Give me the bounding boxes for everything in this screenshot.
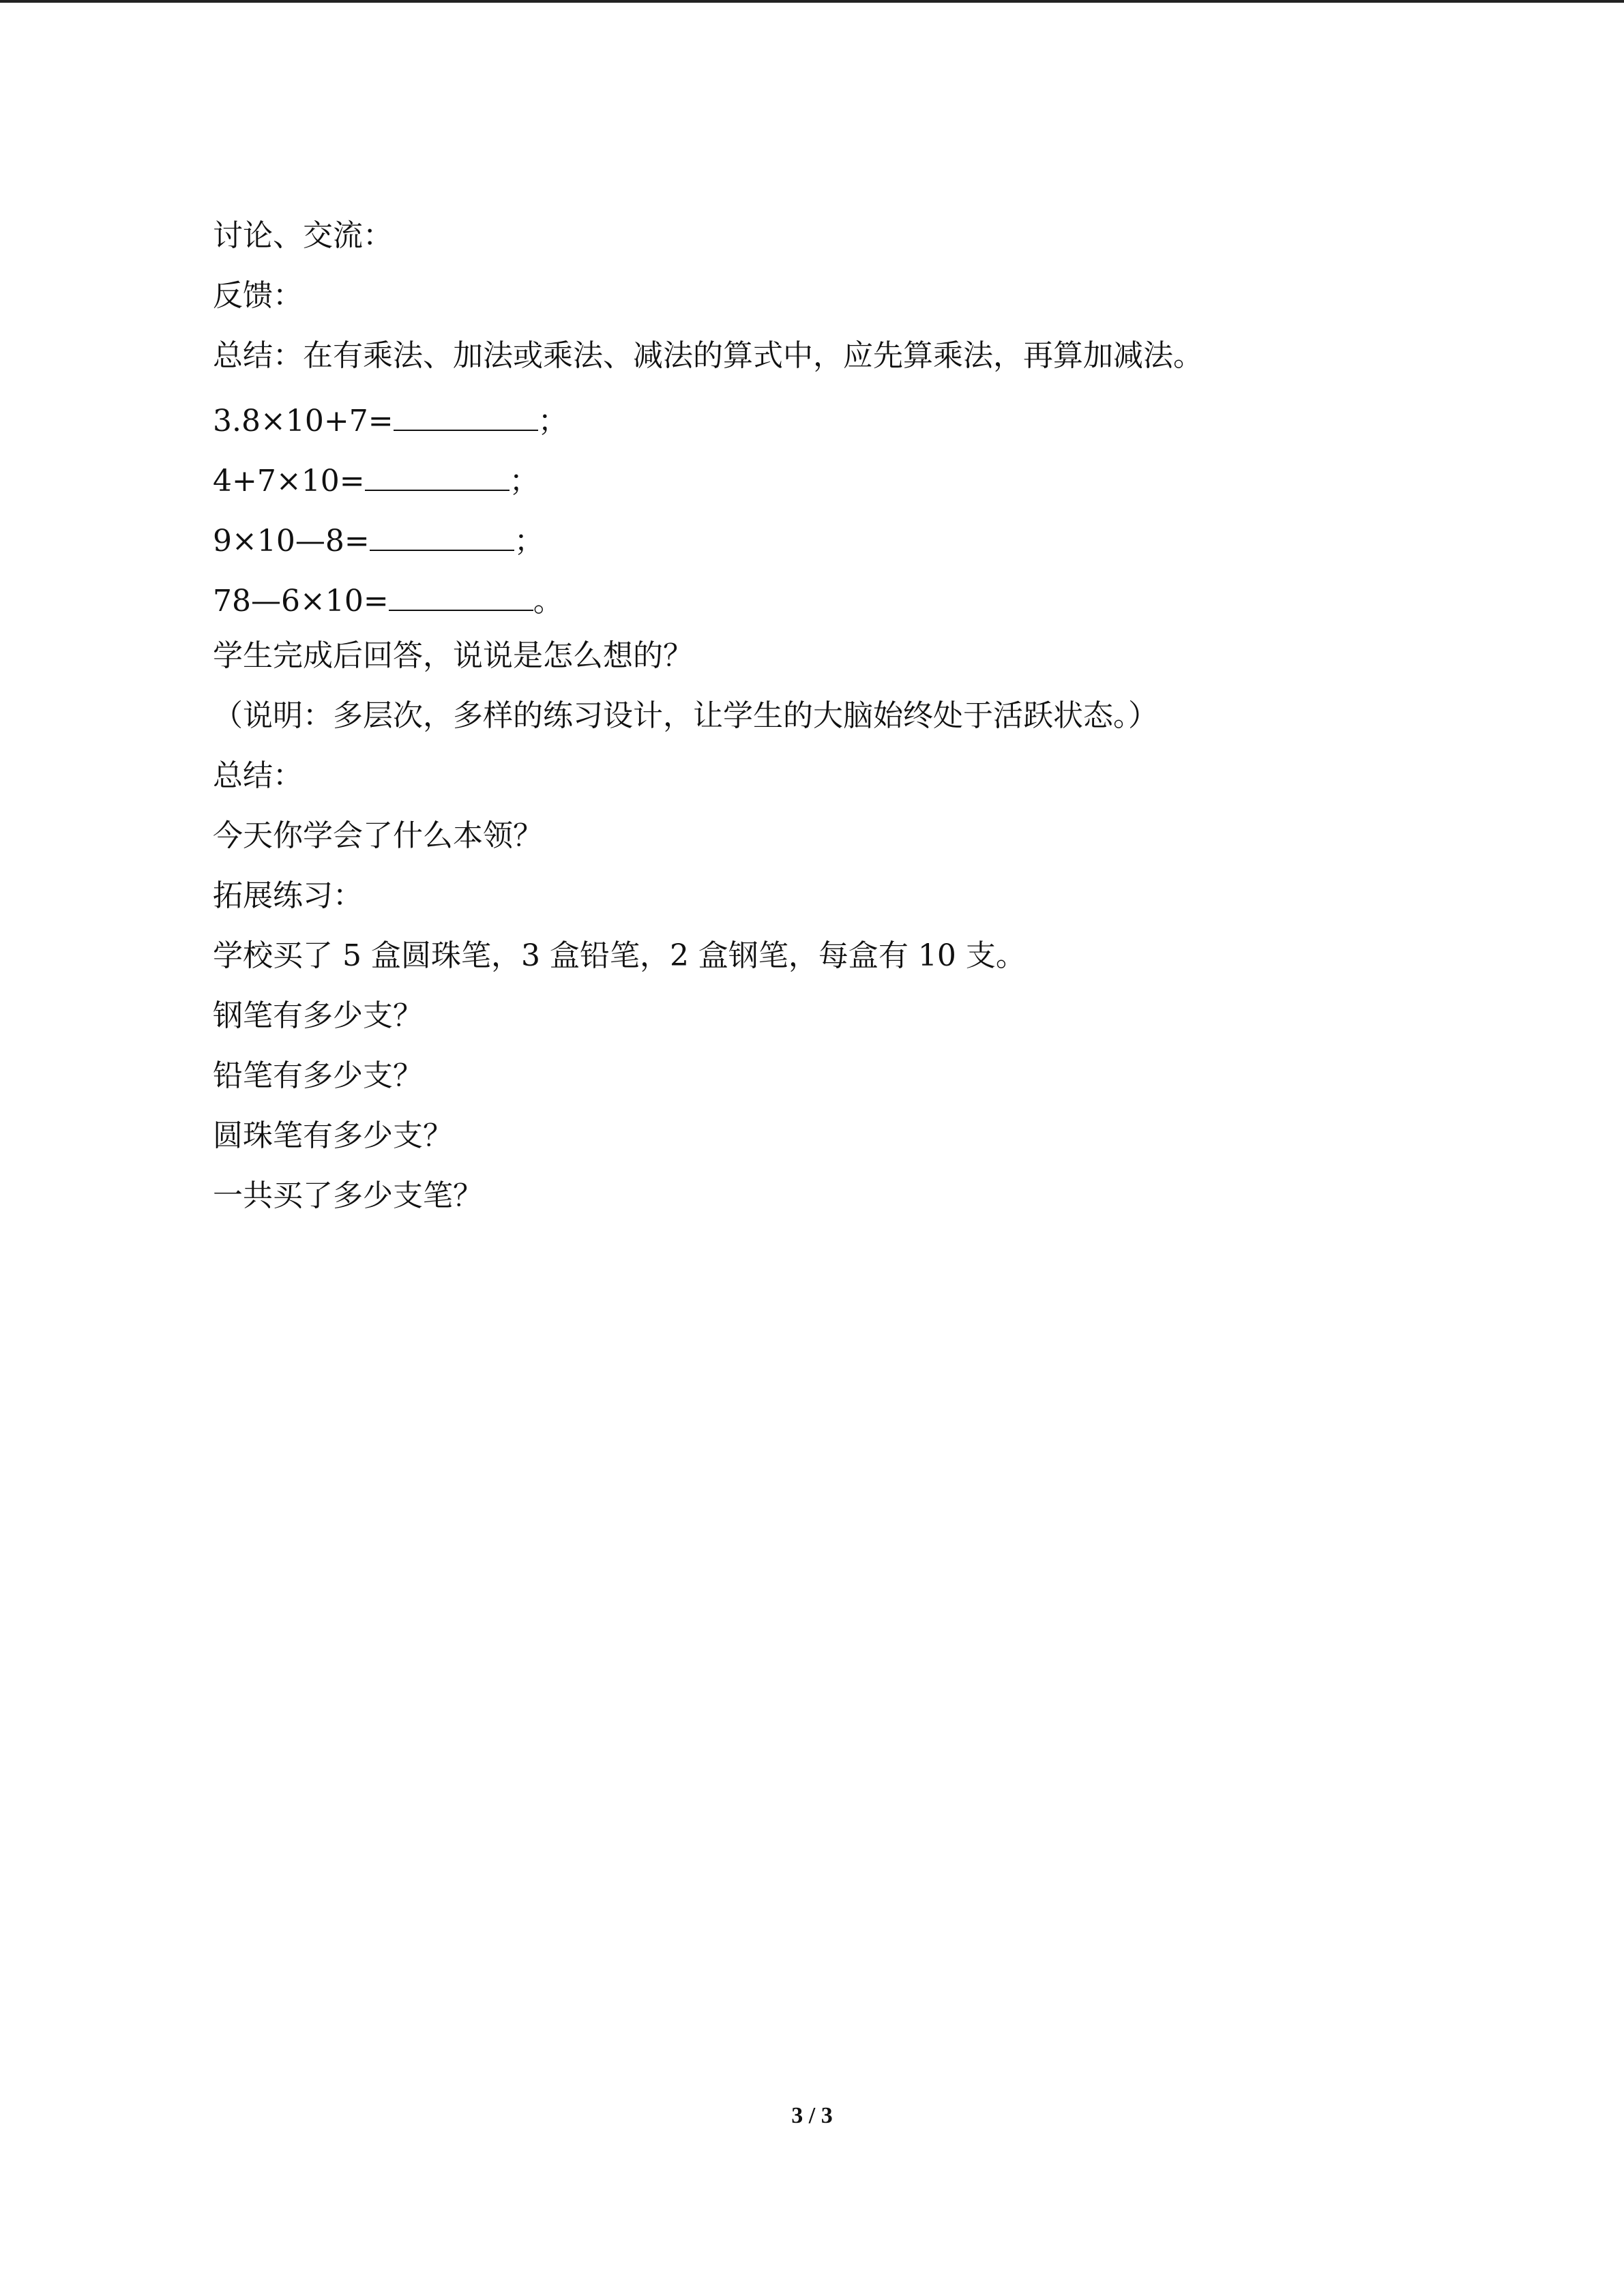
exercise-1-answer-blank [394, 393, 538, 431]
summary-question: 今天你学会了什么本领？ [213, 818, 543, 853]
exercise-3-answer-blank [370, 513, 514, 551]
exercise-1-punctuation: ； [537, 404, 568, 438]
exercise-2-punctuation: ； [509, 464, 540, 498]
discussion-heading: 讨论、交流： [213, 218, 393, 253]
exercise-4 [213, 573, 1441, 633]
document-body [213, 213, 1441, 1233]
exercise-2-expression: 4+7×10= [213, 464, 365, 498]
exercise-3 [213, 513, 1441, 573]
exercise-4-punctuation: 。 [533, 584, 563, 618]
question-ballpoint-pens: 圆珠笔有多少支？ [213, 1118, 453, 1153]
page-number: 3 / 3 [791, 2103, 833, 2128]
exercise-1-expression: 3.8×10+7= [213, 404, 394, 438]
extension-heading: 拓展练习： [213, 878, 363, 913]
exercise-1 [213, 393, 1441, 453]
student-answer-prompt: 学生完成后回答，说说是怎么想的？ [213, 638, 693, 673]
exercise-2-answer-blank [365, 453, 510, 491]
summary-heading: 总结： [213, 758, 303, 793]
feedback-heading: 反馈： [213, 278, 303, 313]
rule-summary: 总结：在有乘法、加法或乘法、减法的算式中，应先算乘法，再算加减法。 [213, 338, 1203, 373]
page-top-border [0, 0, 1624, 3]
exercise-2 [213, 453, 1441, 513]
exercise-3-punctuation: ； [514, 524, 544, 558]
design-note: （说明：多层次，多样的练习设计，让学生的大脑始终处于活跃状态。） [213, 698, 1158, 733]
question-total: 一共买了多少支笔？ [213, 1178, 483, 1213]
word-problem: 学校买了 5 盒圆珠笔，3 盒铅笔，2 盒钢笔，每盒有 10 支。 [213, 938, 1026, 973]
question-pens: 钢笔有多少支？ [213, 998, 423, 1033]
exercise-3-expression: 9×10—8= [213, 524, 370, 558]
exercise-4-answer-blank [389, 573, 533, 611]
question-pencils: 铅笔有多少支？ [213, 1058, 423, 1093]
exercise-4-expression: 78—6×10= [213, 584, 389, 618]
